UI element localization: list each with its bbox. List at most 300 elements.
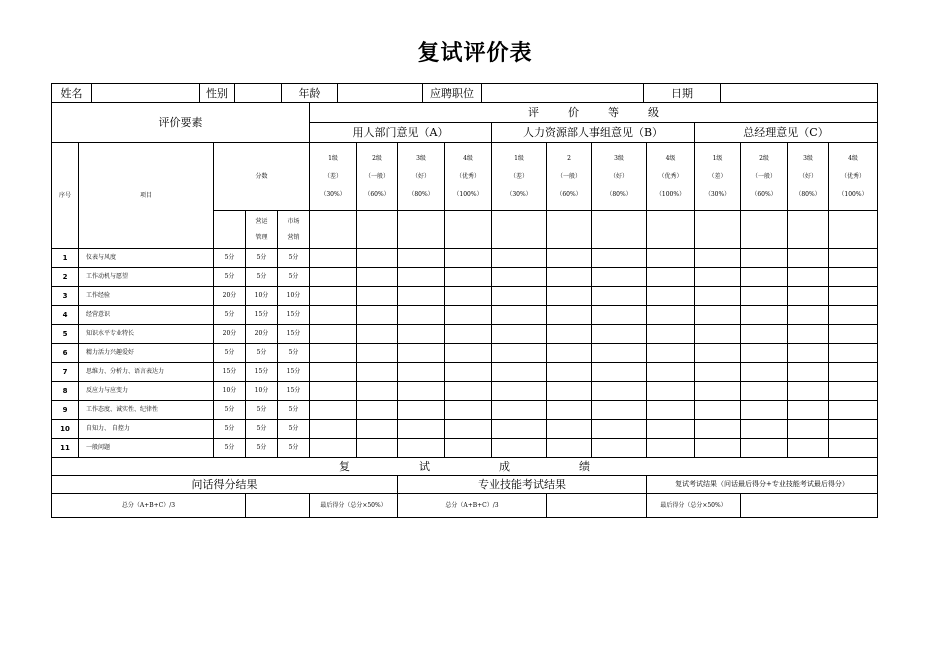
rating-cell[interactable] — [647, 382, 695, 401]
rating-cell[interactable] — [357, 439, 398, 458]
rating-cell[interactable] — [398, 363, 445, 382]
rating-cell[interactable] — [695, 249, 741, 268]
grade-level: 1级 — [328, 154, 338, 162]
grades-row — [52, 143, 878, 211]
rating-cell[interactable] — [829, 306, 878, 325]
grade-pct: （80%） — [795, 190, 821, 198]
skill-result-label: 专业技能考试结果 — [398, 476, 647, 494]
factors-label: 评价要素 — [52, 103, 310, 143]
row-score-marketing: 15分 — [278, 363, 310, 382]
rating-cell[interactable] — [445, 249, 492, 268]
interview-total-label: 总分（A+B+C）/3 — [52, 494, 246, 518]
grade-c4 — [829, 143, 878, 211]
table-row — [52, 439, 878, 458]
grade-pct: （100%） — [453, 190, 483, 198]
grade-heading-char: 价 — [568, 106, 579, 119]
rating-cell[interactable] — [741, 306, 788, 325]
rating-cell[interactable] — [398, 211, 445, 249]
evaluation-table — [51, 102, 878, 518]
rating-cell[interactable] — [310, 401, 357, 420]
grade-c2 — [741, 143, 788, 211]
row-number: 3 — [52, 287, 79, 306]
row-item: 思维力、分析力、语言表达力 — [79, 363, 214, 382]
rating-cell[interactable] — [310, 306, 357, 325]
rating-cell[interactable] — [492, 306, 547, 325]
grade-desc: （优秀） — [455, 172, 480, 180]
results-heading-row — [52, 458, 878, 476]
rating-cell[interactable] — [310, 268, 357, 287]
row-score-operations: 15分 — [246, 306, 278, 325]
rating-cell[interactable] — [647, 325, 695, 344]
grade-heading-char: 评 — [528, 106, 539, 119]
rating-cell[interactable] — [445, 363, 492, 382]
rating-cell[interactable] — [829, 249, 878, 268]
rating-cell[interactable] — [788, 325, 829, 344]
rating-cell[interactable] — [492, 211, 547, 249]
grade-pct: （60%） — [364, 190, 390, 198]
rating-cell[interactable] — [695, 306, 741, 325]
row-number: 10 — [52, 420, 79, 439]
grade-a4 — [445, 143, 492, 211]
rating-cell[interactable] — [695, 439, 741, 458]
rating-cell[interactable] — [741, 287, 788, 306]
row-score-marketing: 5分 — [278, 344, 310, 363]
grade-b1 — [492, 143, 547, 211]
row-number: 2 — [52, 268, 79, 287]
table-row — [52, 268, 878, 287]
rating-cell[interactable] — [741, 325, 788, 344]
rating-cell[interactable] — [741, 420, 788, 439]
rating-cell[interactable] — [788, 211, 829, 249]
row-item: 工作动机与愿望 — [79, 268, 214, 287]
grade-heading-row — [52, 103, 878, 123]
rating-cell[interactable] — [357, 249, 398, 268]
row-item: 工作经验 — [79, 287, 214, 306]
sub-col-text: 管理 — [255, 233, 268, 241]
rating-cell[interactable] — [592, 420, 647, 439]
table-row — [52, 287, 878, 306]
rating-cell[interactable] — [357, 268, 398, 287]
rating-cell[interactable] — [695, 287, 741, 306]
rating-cell[interactable] — [547, 363, 592, 382]
operations-col-label — [246, 211, 278, 249]
name-field[interactable] — [92, 84, 200, 103]
rating-cell[interactable] — [647, 249, 695, 268]
rating-cell[interactable] — [788, 382, 829, 401]
rating-cell[interactable] — [398, 268, 445, 287]
row-score-marketing: 5分 — [278, 401, 310, 420]
rating-cell[interactable] — [547, 287, 592, 306]
rating-cell[interactable] — [357, 344, 398, 363]
grade-pct: （30%） — [320, 190, 346, 198]
rating-cell[interactable] — [829, 420, 878, 439]
position-field[interactable] — [482, 84, 644, 103]
rating-cell[interactable] — [788, 249, 829, 268]
rating-cell[interactable] — [357, 287, 398, 306]
rating-cell[interactable] — [547, 211, 592, 249]
rating-cell[interactable] — [547, 249, 592, 268]
rating-cell[interactable] — [788, 420, 829, 439]
row-number: 7 — [52, 363, 79, 382]
rating-cell[interactable] — [310, 325, 357, 344]
grade-desc: （一般） — [556, 172, 581, 180]
rating-cell[interactable] — [492, 287, 547, 306]
row-item: 自知力、 自控力 — [79, 420, 214, 439]
gender-label: 性别 — [200, 84, 235, 103]
grade-pct: （60%） — [751, 190, 777, 198]
table-row — [52, 401, 878, 420]
grade-pct: （60%） — [556, 190, 582, 198]
rating-cell[interactable] — [357, 306, 398, 325]
rating-cell[interactable] — [398, 249, 445, 268]
rating-cell[interactable] — [445, 211, 492, 249]
rating-cell[interactable] — [357, 325, 398, 344]
rating-cell[interactable] — [445, 401, 492, 420]
table-row — [52, 363, 878, 382]
rating-cell[interactable] — [547, 325, 592, 344]
rating-cell[interactable] — [547, 268, 592, 287]
rating-cell[interactable] — [492, 268, 547, 287]
row-score-default: 5分 — [214, 401, 246, 420]
rating-cell[interactable] — [741, 382, 788, 401]
rating-cell[interactable] — [398, 420, 445, 439]
rating-cell[interactable] — [829, 211, 878, 249]
rating-cell[interactable] — [592, 287, 647, 306]
table-row — [52, 249, 878, 268]
grade-b4 — [647, 143, 695, 211]
rating-cell[interactable] — [647, 211, 695, 249]
rating-cell[interactable] — [741, 401, 788, 420]
results-labels-row — [52, 476, 878, 494]
row-score-default: 5分 — [214, 268, 246, 287]
rating-cell[interactable] — [695, 382, 741, 401]
rating-cell[interactable] — [592, 382, 647, 401]
rating-cell[interactable] — [647, 268, 695, 287]
grade-level: 2级 — [759, 154, 769, 162]
rating-cell[interactable] — [788, 344, 829, 363]
grade-b3 — [592, 143, 647, 211]
row-score-default: 15分 — [214, 363, 246, 382]
rating-cell[interactable] — [310, 344, 357, 363]
rating-cell[interactable] — [445, 344, 492, 363]
rating-cell[interactable] — [592, 211, 647, 249]
row-score-operations: 5分 — [246, 420, 278, 439]
rating-cell[interactable] — [788, 287, 829, 306]
rating-cell[interactable] — [492, 363, 547, 382]
rating-cell[interactable] — [310, 211, 357, 249]
rating-cell[interactable] — [741, 363, 788, 382]
rating-cell[interactable] — [695, 401, 741, 420]
grade-pct: （100%） — [655, 190, 686, 198]
grade-desc: （一般） — [751, 172, 776, 180]
rating-cell[interactable] — [398, 344, 445, 363]
grade-level: 3级 — [614, 154, 624, 162]
rating-cell[interactable] — [647, 287, 695, 306]
rating-cell[interactable] — [788, 306, 829, 325]
rating-cell[interactable] — [310, 287, 357, 306]
row-number: 4 — [52, 306, 79, 325]
table-row — [52, 382, 878, 401]
grade-pct: （30%） — [704, 190, 731, 198]
row-score-operations: 5分 — [246, 249, 278, 268]
rating-cell[interactable] — [310, 382, 357, 401]
row-number: 1 — [52, 249, 79, 268]
rating-cell[interactable] — [357, 211, 398, 249]
rating-cell[interactable] — [695, 325, 741, 344]
row-score-marketing: 15分 — [278, 325, 310, 344]
rating-cell[interactable] — [741, 439, 788, 458]
rating-cell[interactable] — [695, 268, 741, 287]
results-heading-char: 复 — [339, 460, 350, 473]
row-score-marketing: 10分 — [278, 287, 310, 306]
skill-total-field[interactable] — [547, 494, 647, 518]
rating-cell[interactable] — [398, 439, 445, 458]
table-row — [52, 325, 878, 344]
rating-cell[interactable] — [741, 249, 788, 268]
grade-level: 1级 — [712, 154, 723, 162]
row-item: 一般问题 — [79, 439, 214, 458]
rating-cell[interactable] — [592, 306, 647, 325]
grade-pct: （80%） — [408, 190, 434, 198]
row-item: 知识水平专业特长 — [79, 325, 214, 344]
grade-level: 3级 — [803, 154, 813, 162]
grade-a1 — [310, 143, 357, 211]
rating-cell[interactable] — [592, 401, 647, 420]
rating-cell[interactable] — [492, 325, 547, 344]
applicant-info-row — [52, 84, 878, 103]
rating-cell[interactable] — [445, 325, 492, 344]
rating-cell[interactable] — [445, 306, 492, 325]
rating-cell[interactable] — [741, 268, 788, 287]
grade-pct: （100%） — [838, 190, 868, 198]
score-default-col — [214, 211, 246, 249]
results-heading-char: 成 — [499, 460, 510, 473]
row-item: 工作态度、诚实性、纪律性 — [79, 401, 214, 420]
age-label: 年龄 — [282, 84, 338, 103]
grade-c3 — [788, 143, 829, 211]
grade-a3 — [398, 143, 445, 211]
rating-cell[interactable] — [647, 306, 695, 325]
grade-desc: （好） — [798, 172, 817, 180]
grade-pct: （80%） — [606, 190, 632, 198]
rating-cell[interactable] — [788, 363, 829, 382]
grade-desc: （好） — [609, 172, 628, 180]
rating-cell[interactable] — [829, 401, 878, 420]
rating-cell[interactable] — [398, 306, 445, 325]
rating-cell[interactable] — [695, 344, 741, 363]
rating-cell[interactable] — [310, 363, 357, 382]
sub-col-text: 市场 — [287, 217, 300, 225]
results-values-row — [52, 494, 878, 518]
rating-cell[interactable] — [695, 363, 741, 382]
group-b-label: 人力资源部人事组意见（B） — [492, 123, 695, 143]
grade-level: 4级 — [463, 154, 473, 162]
rating-cell[interactable] — [357, 382, 398, 401]
rating-cell[interactable] — [547, 382, 592, 401]
rating-cell[interactable] — [592, 268, 647, 287]
rating-cell[interactable] — [647, 420, 695, 439]
rating-cell[interactable] — [741, 211, 788, 249]
row-score-default: 20分 — [214, 287, 246, 306]
rating-cell[interactable] — [647, 363, 695, 382]
rating-cell[interactable] — [492, 249, 547, 268]
item-label: 项目 — [79, 143, 214, 249]
rating-cell[interactable] — [592, 344, 647, 363]
grade-desc: （一般） — [364, 172, 389, 180]
rating-cell[interactable] — [492, 420, 547, 439]
final-result-field[interactable] — [741, 494, 878, 518]
rating-cell[interactable] — [547, 420, 592, 439]
table-row — [52, 420, 878, 439]
row-score-default: 5分 — [214, 249, 246, 268]
rating-cell[interactable] — [547, 306, 592, 325]
grade-level: 1级 — [514, 154, 524, 162]
row-number: 5 — [52, 325, 79, 344]
rating-cell[interactable] — [788, 439, 829, 458]
date-label: 日期 — [644, 84, 721, 103]
rating-cell[interactable] — [398, 325, 445, 344]
rating-cell[interactable] — [829, 268, 878, 287]
position-label: 应聘职位 — [423, 84, 482, 103]
marketing-col-label — [278, 211, 310, 249]
results-heading-char: 试 — [419, 460, 430, 473]
grade-heading-char: 等 — [608, 106, 619, 119]
name-label: 姓名 — [52, 84, 92, 103]
sub-col-text: 营销 — [287, 233, 300, 241]
row-score-default: 5分 — [214, 439, 246, 458]
row-score-marketing: 5分 — [278, 268, 310, 287]
rating-cell[interactable] — [592, 325, 647, 344]
grade-desc: （优秀） — [840, 172, 865, 180]
rating-cell[interactable] — [445, 420, 492, 439]
interview-result-label: 问话得分结果 — [52, 476, 398, 494]
age-field[interactable] — [338, 84, 423, 103]
rating-cell[interactable] — [647, 401, 695, 420]
rating-cell[interactable] — [547, 439, 592, 458]
row-score-default: 20分 — [214, 325, 246, 344]
rating-cell[interactable] — [310, 249, 357, 268]
results-heading — [52, 458, 878, 476]
rating-cell[interactable] — [829, 439, 878, 458]
rating-cell[interactable] — [741, 344, 788, 363]
rating-cell[interactable] — [592, 249, 647, 268]
rating-cell[interactable] — [492, 344, 547, 363]
row-score-marketing: 5分 — [278, 420, 310, 439]
row-score-default: 5分 — [214, 344, 246, 363]
rating-cell[interactable] — [357, 363, 398, 382]
score-label: 分数 — [214, 143, 310, 211]
rating-cell[interactable] — [398, 382, 445, 401]
row-number: 9 — [52, 401, 79, 420]
rating-cell[interactable] — [445, 382, 492, 401]
rating-cell[interactable] — [547, 344, 592, 363]
rating-cell[interactable] — [829, 325, 878, 344]
grade-level: 4级 — [848, 154, 858, 162]
grade-desc: （好） — [411, 172, 430, 180]
rating-cell[interactable] — [829, 363, 878, 382]
rating-cell[interactable] — [398, 287, 445, 306]
row-score-default: 5分 — [214, 306, 246, 325]
rating-cell[interactable] — [788, 401, 829, 420]
row-score-operations: 5分 — [246, 268, 278, 287]
rating-cell[interactable] — [547, 401, 592, 420]
rating-cell[interactable] — [788, 268, 829, 287]
grade-pct: （30%） — [506, 190, 532, 198]
row-score-operations: 15分 — [246, 363, 278, 382]
rating-cell[interactable] — [829, 344, 878, 363]
grade-level: 2 — [567, 154, 571, 162]
rating-cell[interactable] — [445, 268, 492, 287]
row-number: 6 — [52, 344, 79, 363]
rating-cell[interactable] — [492, 382, 547, 401]
interview-final-label: 最后得分（总分×50%） — [310, 494, 398, 518]
row-score-operations: 10分 — [246, 382, 278, 401]
rating-cell[interactable] — [492, 439, 547, 458]
grade-heading — [310, 103, 878, 123]
rating-cell[interactable] — [695, 420, 741, 439]
row-score-operations: 5分 — [246, 401, 278, 420]
grade-desc: （差） — [323, 172, 342, 180]
rating-cell[interactable] — [445, 287, 492, 306]
rating-cell[interactable] — [592, 439, 647, 458]
grade-level: 3级 — [416, 154, 426, 162]
group-a-label: 用人部门意见（A） — [310, 123, 492, 143]
rating-cell[interactable] — [695, 211, 741, 249]
group-c-label: 总经理意见（C） — [695, 123, 878, 143]
applicant-info-table — [51, 83, 878, 103]
row-score-operations: 5分 — [246, 344, 278, 363]
grade-level: 4级 — [665, 154, 676, 162]
row-item: 经营意识 — [79, 306, 214, 325]
row-score-operations: 5分 — [246, 439, 278, 458]
row-score-marketing: 15分 — [278, 306, 310, 325]
row-score-operations: 20分 — [246, 325, 278, 344]
rating-cell[interactable] — [310, 420, 357, 439]
rating-cell[interactable] — [357, 420, 398, 439]
date-field[interactable] — [721, 84, 878, 103]
row-score-default: 5分 — [214, 420, 246, 439]
interview-total-field[interactable] — [246, 494, 310, 518]
grade-level: 2级 — [372, 154, 382, 162]
row-item: 仪表与风度 — [79, 249, 214, 268]
results-heading-char: 绩 — [579, 460, 590, 473]
final-result-label: 复试考试结果（问话最后得分+专业技能考试最后得分） — [647, 476, 878, 494]
rating-cell[interactable] — [829, 382, 878, 401]
rating-cell[interactable] — [647, 344, 695, 363]
rating-cell[interactable] — [445, 439, 492, 458]
rating-cell[interactable] — [310, 439, 357, 458]
grade-b2 — [547, 143, 592, 211]
grade-desc: （差） — [509, 172, 528, 180]
rating-cell[interactable] — [357, 401, 398, 420]
row-score-marketing: 5分 — [278, 439, 310, 458]
rating-cell[interactable] — [592, 363, 647, 382]
rating-cell[interactable] — [647, 439, 695, 458]
table-row — [52, 306, 878, 325]
rating-cell[interactable] — [492, 401, 547, 420]
skill-total-label: 总分（A+B+C）/3 — [398, 494, 547, 518]
gender-field[interactable] — [235, 84, 282, 103]
grade-desc: （优秀） — [658, 172, 683, 180]
seq-label: 序号 — [52, 143, 79, 249]
sub-col-text: 营运 — [255, 217, 268, 225]
grade-a2 — [357, 143, 398, 211]
rating-cell[interactable] — [398, 401, 445, 420]
grade-desc: （差） — [708, 172, 727, 180]
row-score-marketing: 5分 — [278, 249, 310, 268]
grade-heading-char: 级 — [648, 106, 659, 119]
rating-cell[interactable] — [829, 287, 878, 306]
